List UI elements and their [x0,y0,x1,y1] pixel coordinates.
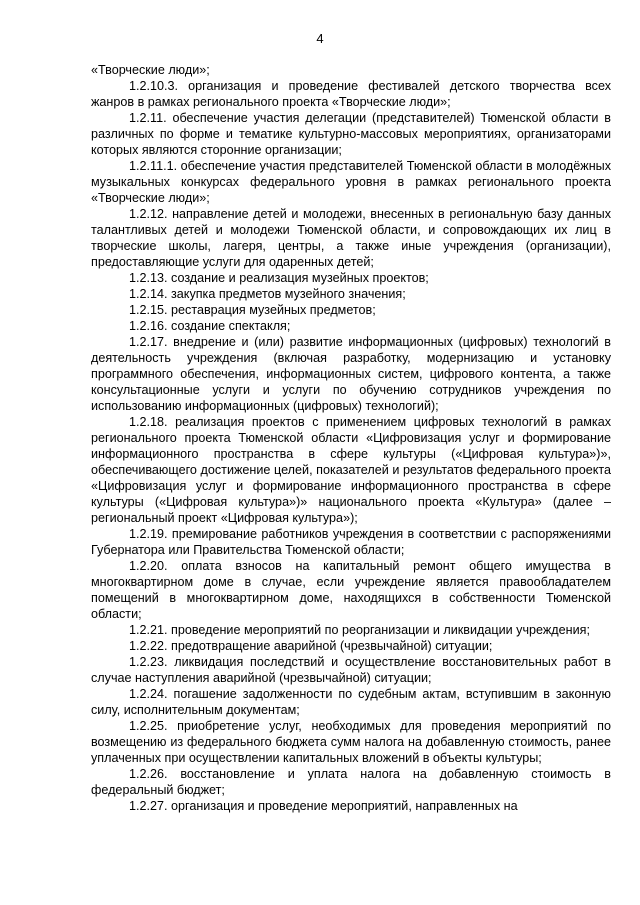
paragraph-1-2-16: 1.2.16. создание спектакля; [129,319,291,333]
paragraph-1-2-10-3: 1.2.10.3. организация и проведение фестивалей детского творчества всех жанров в рамках регионального проекта «Творческие люди»; [91,79,611,109]
paragraph-1-2-13: 1.2.13. создание и реализация музейных проектов; [129,271,429,285]
paragraph-1-2-14: 1.2.14. закупка предметов музейного значения; [129,287,406,301]
paragraph-1-2-18: 1.2.18. реализация проектов с применением цифровых технологий в рамках регионального проекта Тюменской области «Цифровизация услуг и формирование информационного пространства в сфере культуры («Цифровая культура»)», обеспечивающего достижение целей, показателей и результатов федерального проекта «Цифровизация услуг и формирование информационного пространства в сфере культуры («Цифровая культура»)» национального проекта «Культура» (далее – региональный проект «Цифровая культура»); [91,415,611,525]
paragraph-1-2-25: 1.2.25. приобретение услуг, необходимых для проведения мероприятий по возмещению из федерального бюджета сумм налога на добавленную стоимость, ранее уплаченных при осуществлении капитальных вложений в объекты культуры; [91,719,611,765]
paragraph-1-2-22: 1.2.22. предотвращение аварийной (чрезвычайной) ситуации; [129,639,493,653]
page-number: 4 [316,31,324,46]
paragraph-1-2-26: 1.2.26. восстановление и уплата налога на добавленную стоимость в федеральный бюджет; [91,767,611,797]
paragraph-continuation: «Творческие люди»; [91,63,210,77]
paragraph-1-2-12: 1.2.12. направление детей и молодежи, внесенных в региональную базу данных талантливых детей и молодежи Тюменской области, и сопровождающих их лиц в творческие школы, лагеря, центры, а также иные учреждения (организации), предоставляющие услуги для одаренных детей; [91,207,611,269]
paragraph-1-2-17: 1.2.17. внедрение и (или) развитие информационных (цифровых) технологий в деятельность учреждения (включая разработку, модернизацию и установку программного обеспечения, информационных систем, цифрового контента, а также консультационные услуги и услуги по обучению сотрудников учреждения по использованию информационных (цифровых) технологий); [91,335,611,413]
paragraph-1-2-21: 1.2.21. проведение мероприятий по реорганизации и ликвидации учреждения; [129,623,590,637]
paragraph-1-2-15: 1.2.15. реставрация музейных предметов; [129,303,376,317]
paragraph-1-2-11: 1.2.11. обеспечение участия делегации (представителей) Тюменской области в различных по форме и тематике культурно-массовых мероприятиях, организаторами которых являются сторонние организации; [91,111,611,157]
document-body [91,62,611,814]
paragraph-1-2-27: 1.2.27. организация и проведение мероприятий, направленных на [129,799,518,813]
paragraph-1-2-24: 1.2.24. погашение задолженности по судебным актам, вступившим в законную силу, исполнительным документам; [91,687,611,717]
paragraph-1-2-19: 1.2.19. премирование работников учреждения в соответствии с распоряжениями Губернатора или Правительства Тюменской области; [91,527,611,557]
paragraph-1-2-11-1: 1.2.11.1. обеспечение участия представителей Тюменской области в молодёжных музыкальных конкурсах федерального уровня в рамках регионального проекта «Творческие люди»; [91,159,611,205]
paragraph-1-2-23: 1.2.23. ликвидация последствий и осуществление восстановительных работ в случае наступления аварийной (чрезвычайной) ситуации; [91,655,611,685]
paragraph-1-2-20: 1.2.20. оплата взносов на капитальный ремонт общего имущества в многоквартирном доме в случае, если учреждение является правообладателем помещений в многоквартирном доме, находящихся в собственности Тюменской области; [91,559,611,621]
